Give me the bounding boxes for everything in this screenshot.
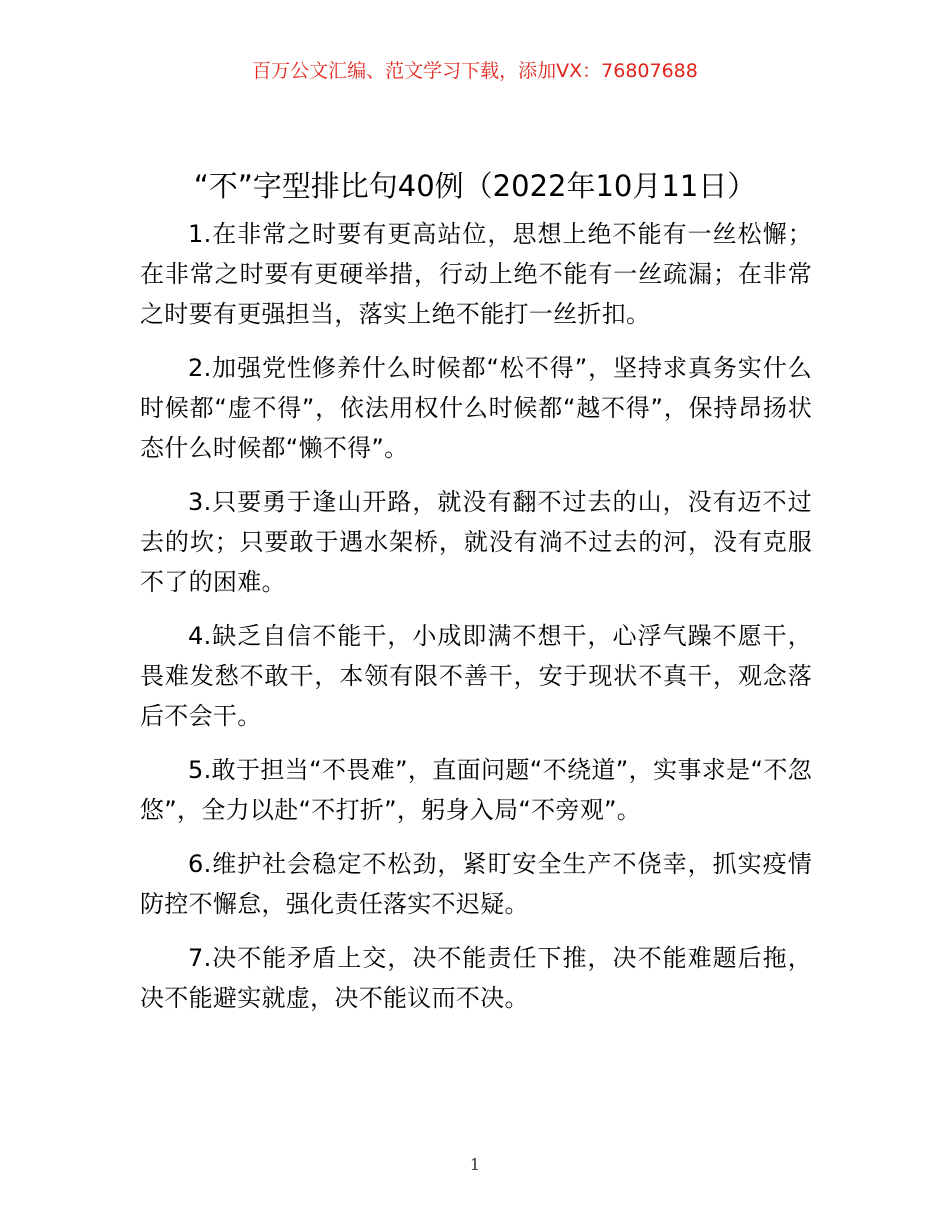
paragraph-3: 3.只要勇于逢山开路，就没有翻不过去的山，没有迈不过去的坎；只要敢于遇水架桥，就没有淌不过去的河，没有克服不了的困难。 [140, 488, 812, 596]
header-watermark-note: 百万公文汇编、范文学习下载，添加VX：76807688 [252, 60, 698, 82]
paragraph-4: 4.缺乏自信不能干，小成即满不想干，心浮气躁不愿干，畏难发愁不敢干，本领有限不善干，安于现状不真干，观念落后不会干。 [140, 622, 812, 730]
document-title: “不”字型排比句40例（2022年10月11日） [193, 169, 757, 203]
paragraph-7: 7.决不能矛盾上交，决不能责任下推，决不能难题后拖，决不能避实就虚，决不能议而不决。 [140, 944, 812, 1012]
paragraph-5: 5.敢于担当“不畏难”，直面问题“不绕道”，实事求是“不忽悠”，全力以赴“不打折”，躬身入局“不旁观”。 [140, 756, 812, 824]
document-body [140, 214, 812, 1032]
paragraph-6: 6.维护社会稳定不松劲，紧盯安全生产不侥幸，抓实疫情防控不懈怠，强化责任落实不迟疑。 [140, 850, 812, 918]
paragraph-2: 2.加强党性修养什么时候都“松不得”，坚持求真务实什么时候都“虚不得”，依法用权什么时候都“越不得”，保持昂扬状态什么时候都“懒不得”。 [140, 354, 812, 462]
paragraph-1: 1.在非常之时要有更高站位，思想上绝不能有一丝松懈；在非常之时要有更硬举措，行动上绝不能有一丝疏漏；在非常之时要有更强担当，落实上绝不能打一丝折扣。 [140, 220, 812, 328]
page-number: 1 [469, 1155, 481, 1174]
